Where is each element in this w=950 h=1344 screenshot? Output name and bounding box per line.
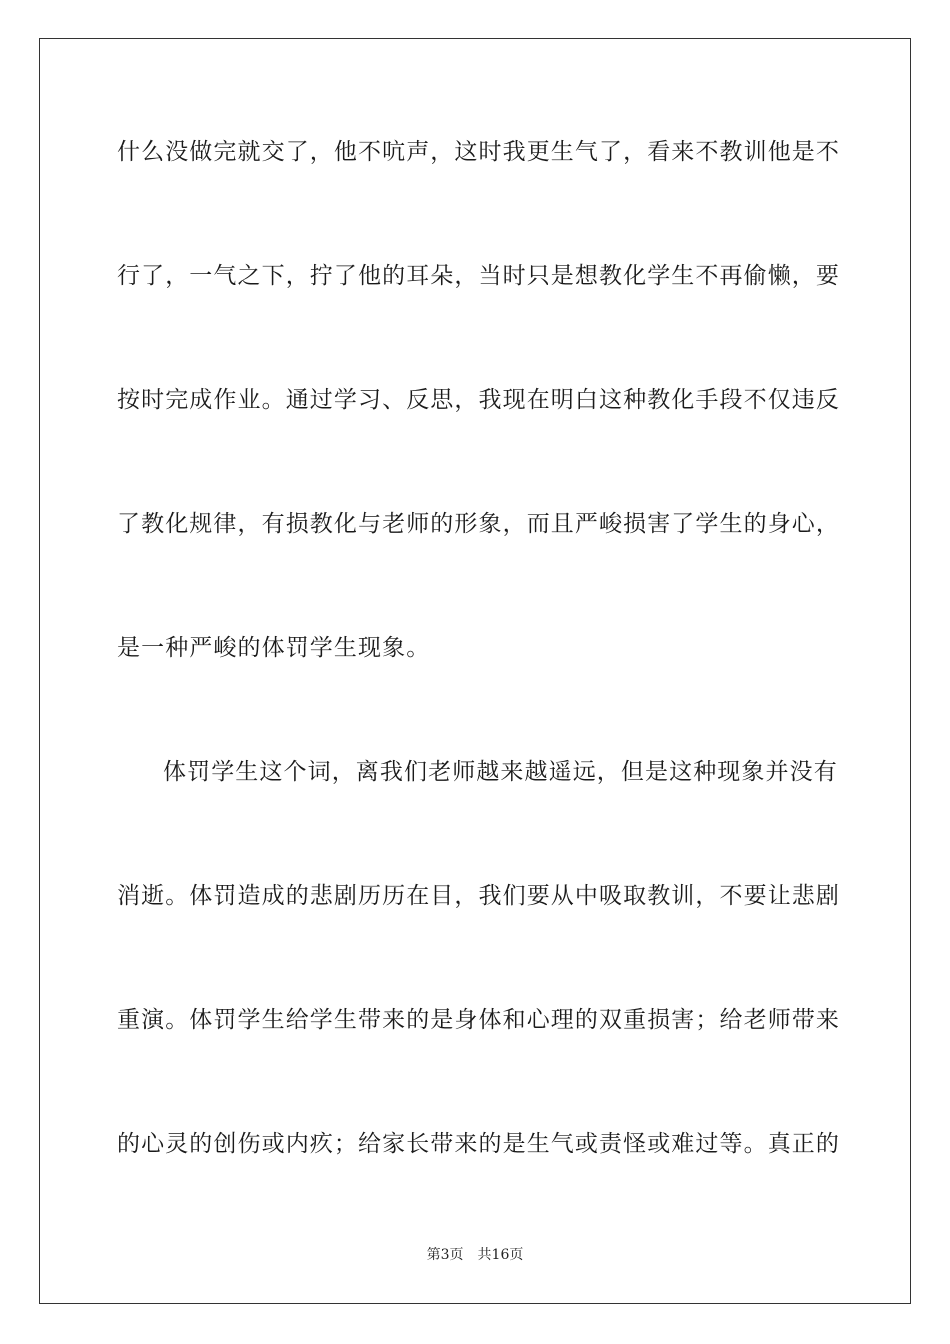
- text-line: 的心灵的创伤或内疚；给家长带来的是生气或责怪或难过等。真正的: [117, 1131, 840, 1157]
- page-number-total: 共16页: [477, 1247, 524, 1263]
- text-line: 了教化规律，有损教化与老师的形象，而且严峻损害了学生的身心，: [117, 511, 840, 537]
- text-line: 消逝。体罚造成的悲剧历历在目，我们要从中吸取教训，不要让悲剧: [117, 883, 840, 909]
- page-footer: [0, 1246, 950, 1264]
- text-line: 什么没做完就交了，他不吭声，这时我更生气了，看来不教训他是不: [117, 139, 840, 165]
- text-line: 是一种严峻的体罚学生现象。: [117, 635, 431, 661]
- text-line: 按时完成作业。通过学习、反思，我现在明白这种教化手段不仅违反: [117, 387, 840, 413]
- paragraph-first-line: 体罚学生这个词，离我们老师越来越遥远，但是这种现象并没有: [163, 759, 838, 785]
- text-line: 行了，一气之下，拧了他的耳朵，当时只是想教化学生不再偷懒，要: [117, 263, 840, 289]
- text-line: 重演。体罚学生给学生带来的是身体和心理的双重损害；给老师带来: [117, 1007, 840, 1033]
- page-number-current: 第3页: [426, 1247, 464, 1263]
- page-frame: [39, 38, 911, 1304]
